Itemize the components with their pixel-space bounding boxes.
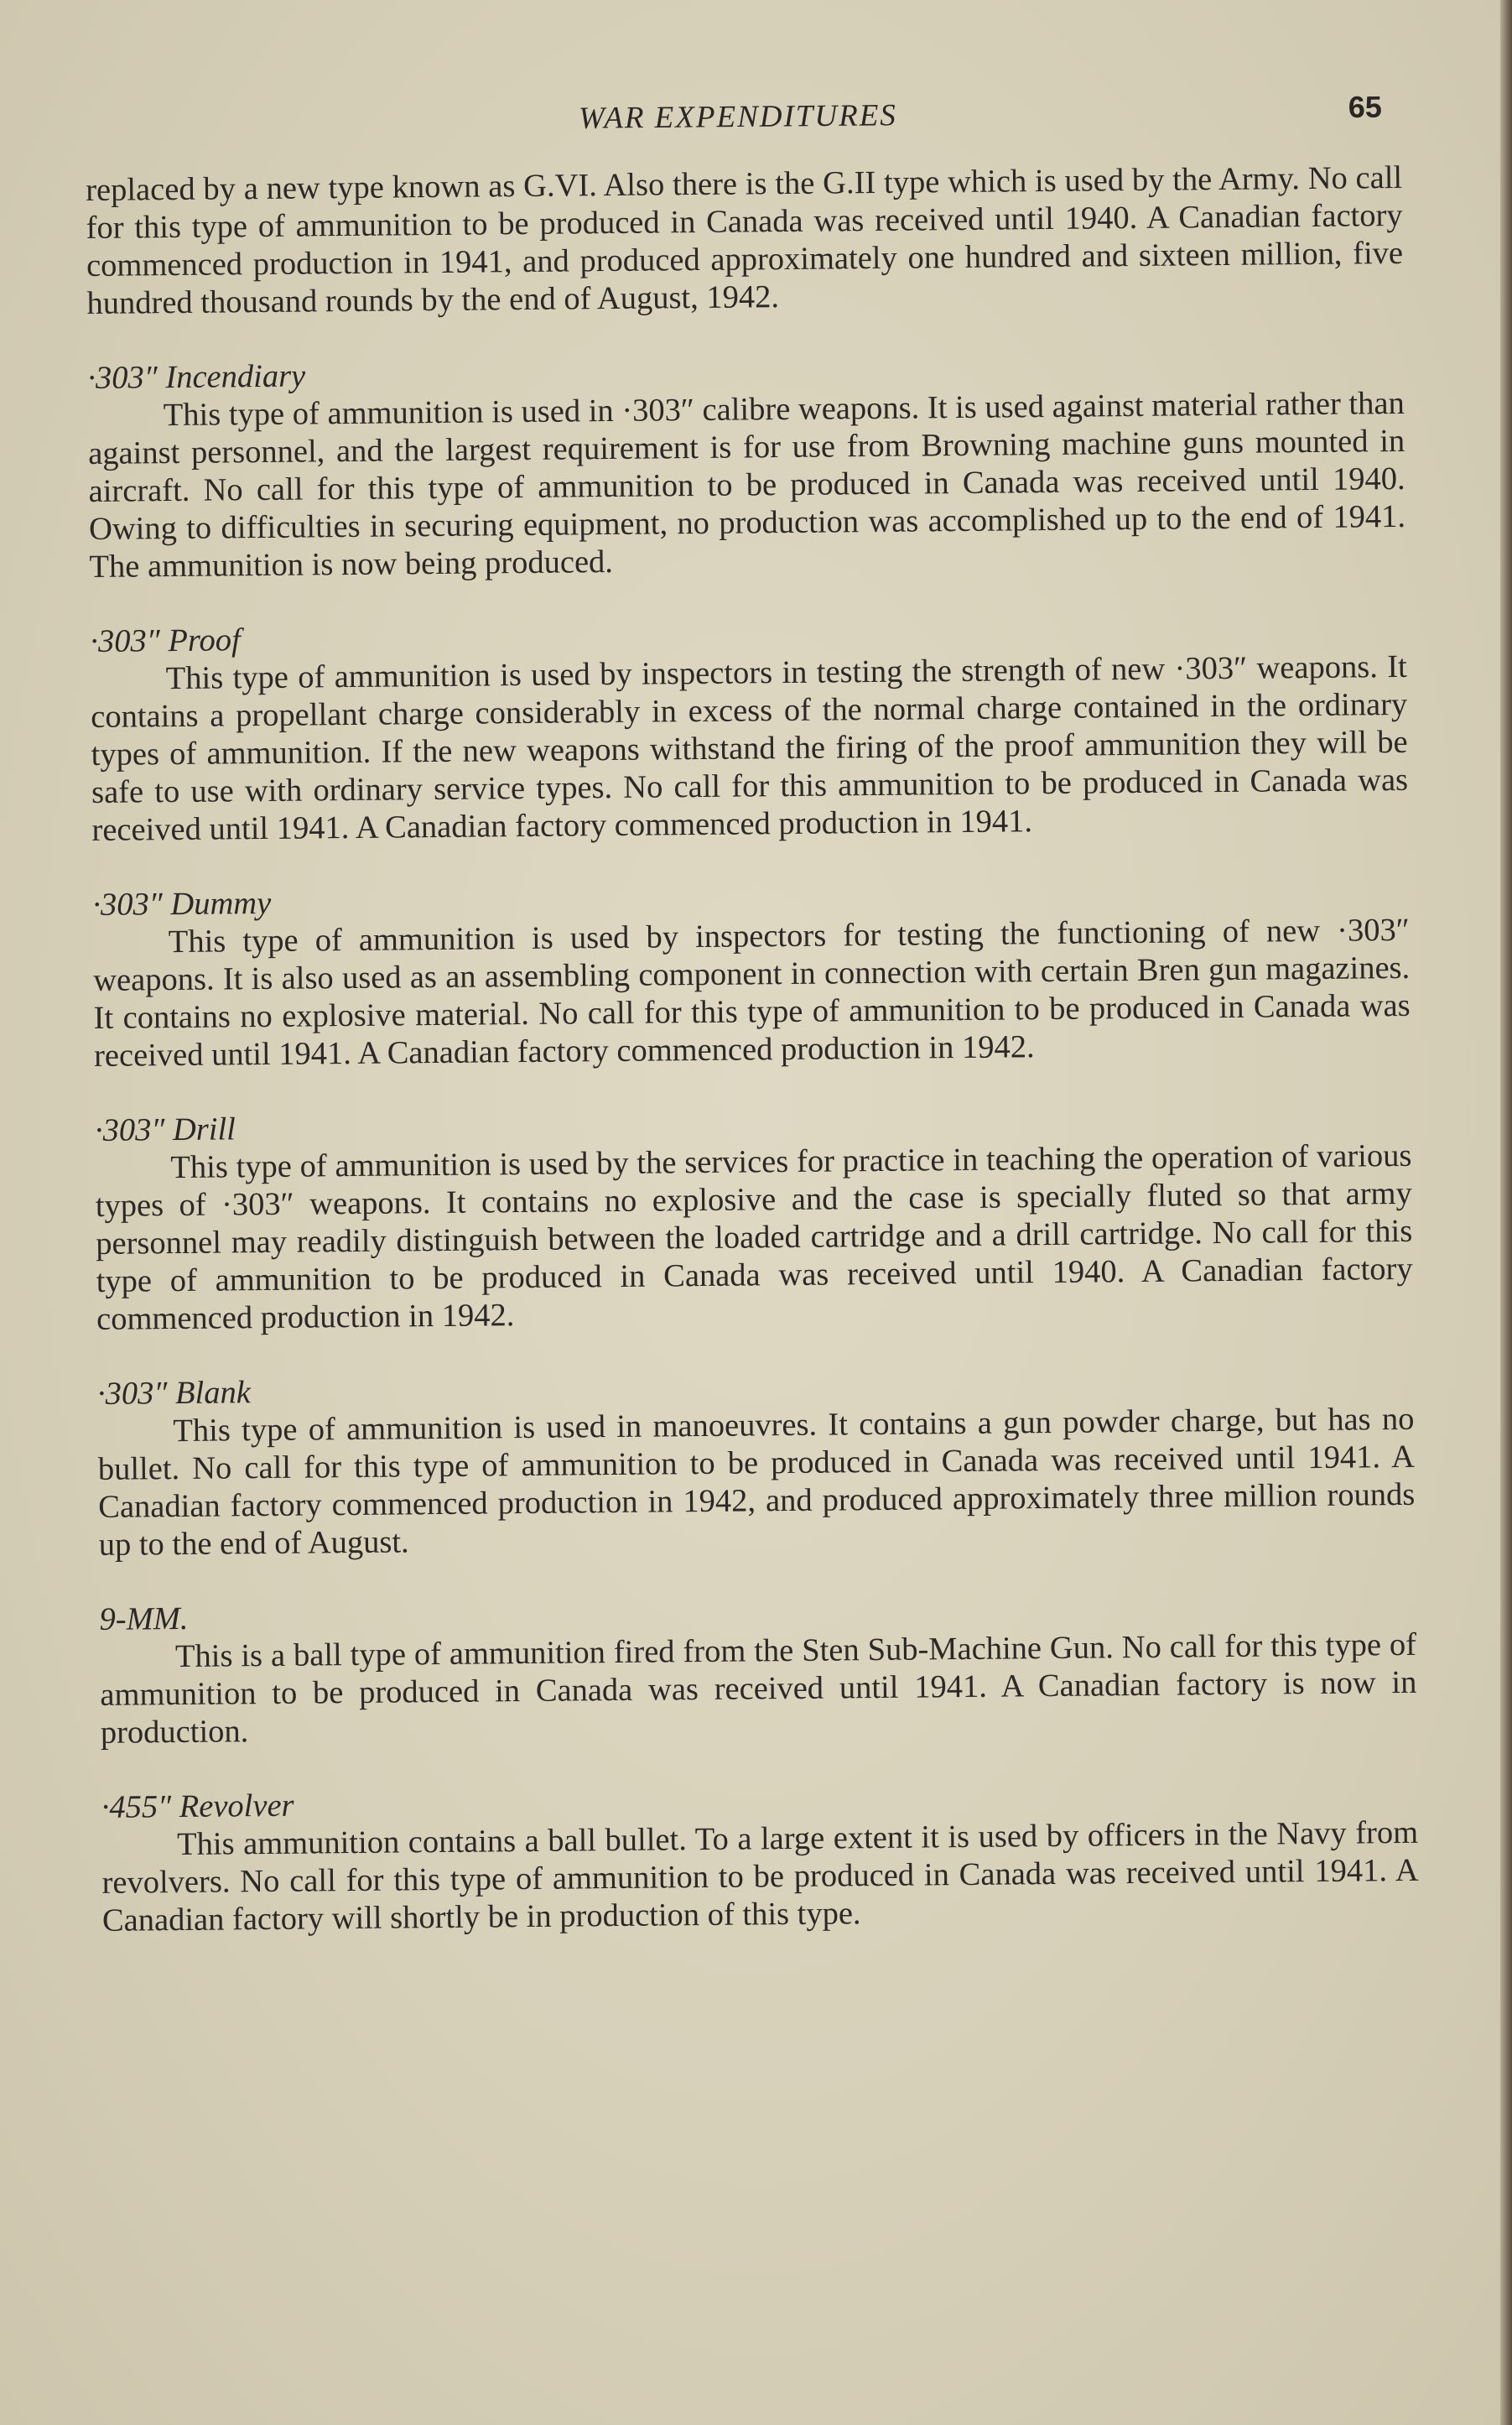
- section-blank: [97, 1363, 1416, 1564]
- section-body: This type of ammunition is used in ·303″ calibre weapons. It is used against material rather than against personnel, and the largest requirement is for use from Browning machine guns mounted in aircraft. No call for this type of ammunition to be produced in Canada was received until 1940. Owing to difficulties in securing equipment, no production was accomplished up to the end of 1941. The ammunition is now being produced.: [88, 385, 1406, 585]
- section-body: This type of ammunition is used by inspectors for testing the functioning of new ·303″ weapons. It is also used as an assembling component in connection with certain Bren gun magazines. It contains no explosive material. No call for this type of ammunition to be produced in Canada was received until 1941. A Canadian factory commenced production in 1942.: [93, 912, 1411, 1074]
- section-body: This type of ammunition is used by inspectors in testing the strength of new ·303″ weapons. It contains a propellant charge considerably in excess of the normal charge contained in the ordinary types of ammunition. If the new weapons withstand the firing of the proof ammunition they will be safe to use with ordinary service types. No call for this ammunition to be produced in Canada was received until 1941. A Canadian factory commenced production in 1941.: [91, 648, 1409, 848]
- section-title: ·303″ Proof: [90, 622, 241, 659]
- section-title: ·455″ Revolver: [101, 1788, 294, 1825]
- section-title: ·303″ Blank: [96, 1375, 252, 1412]
- section-incendiary: [87, 347, 1406, 586]
- running-head: WAR EXPENDITURES: [578, 98, 898, 136]
- section-drill: [95, 1100, 1414, 1339]
- section-revolver: [101, 1777, 1420, 1940]
- page-header: [84, 89, 1393, 156]
- section-9mm: [99, 1589, 1417, 1752]
- page-body: [86, 159, 1419, 1940]
- section-title: 9-MM.: [99, 1600, 189, 1637]
- page-number: 65: [1348, 89, 1383, 125]
- section-title: ·303″ Incendiary: [87, 358, 306, 396]
- section-body: This is a ball type of ammunition fired from the Sten Sub-Machine Gun. No call for this type of ammunition to be produced in Canada was received until 1941. A Canadian factory is now in production.: [100, 1626, 1417, 1751]
- book-spine-shadow: [1500, 0, 1512, 2425]
- section-dummy: [92, 874, 1411, 1075]
- section-title: ·303″ Dummy: [92, 885, 272, 923]
- section-body: This type of ammunition is used by the services for practice in teaching the operation of various types of ·303″ weapons. It contains no explosive and the case is specially fluted so that army personnel may readily distinguish between the loaded cartridge and a drill cartridge. No call for this type of ammunition to be produced in Canada was received until 1940. A Canadian factory commenced production in 1942.: [95, 1137, 1413, 1337]
- section-body: This ammunition contains a ball bullet. To a large extent it is used by officers in the Navy from revolvers. No call for this type of ammunition to be produced in Canada was received until 1941. A Canadian factory will shortly be in production of this type.: [101, 1814, 1419, 1938]
- section-title: ·303″ Drill: [94, 1111, 236, 1148]
- section-proof: [90, 611, 1409, 850]
- section-body: This type of ammunition is used in manoeuvres. It contains a gun powder charge, but has no bullet. No call for this type of ammunition to be produced in Canada was received until 1941. A Canadian factory commenced production in 1942, and produced approximately three million rounds up to the end of August.: [97, 1401, 1416, 1563]
- intro-paragraph: replaced by a new type known as G.VI. Also there is the G.II type which is used by the Army. No call for this type of ammunition to be produced in Canada was received until 1940. A Canadian factory commenced production in 1941, and produced approximately one hundred and sixteen million, five hundred thousand rounds by the end of August, 1942.: [86, 159, 1404, 321]
